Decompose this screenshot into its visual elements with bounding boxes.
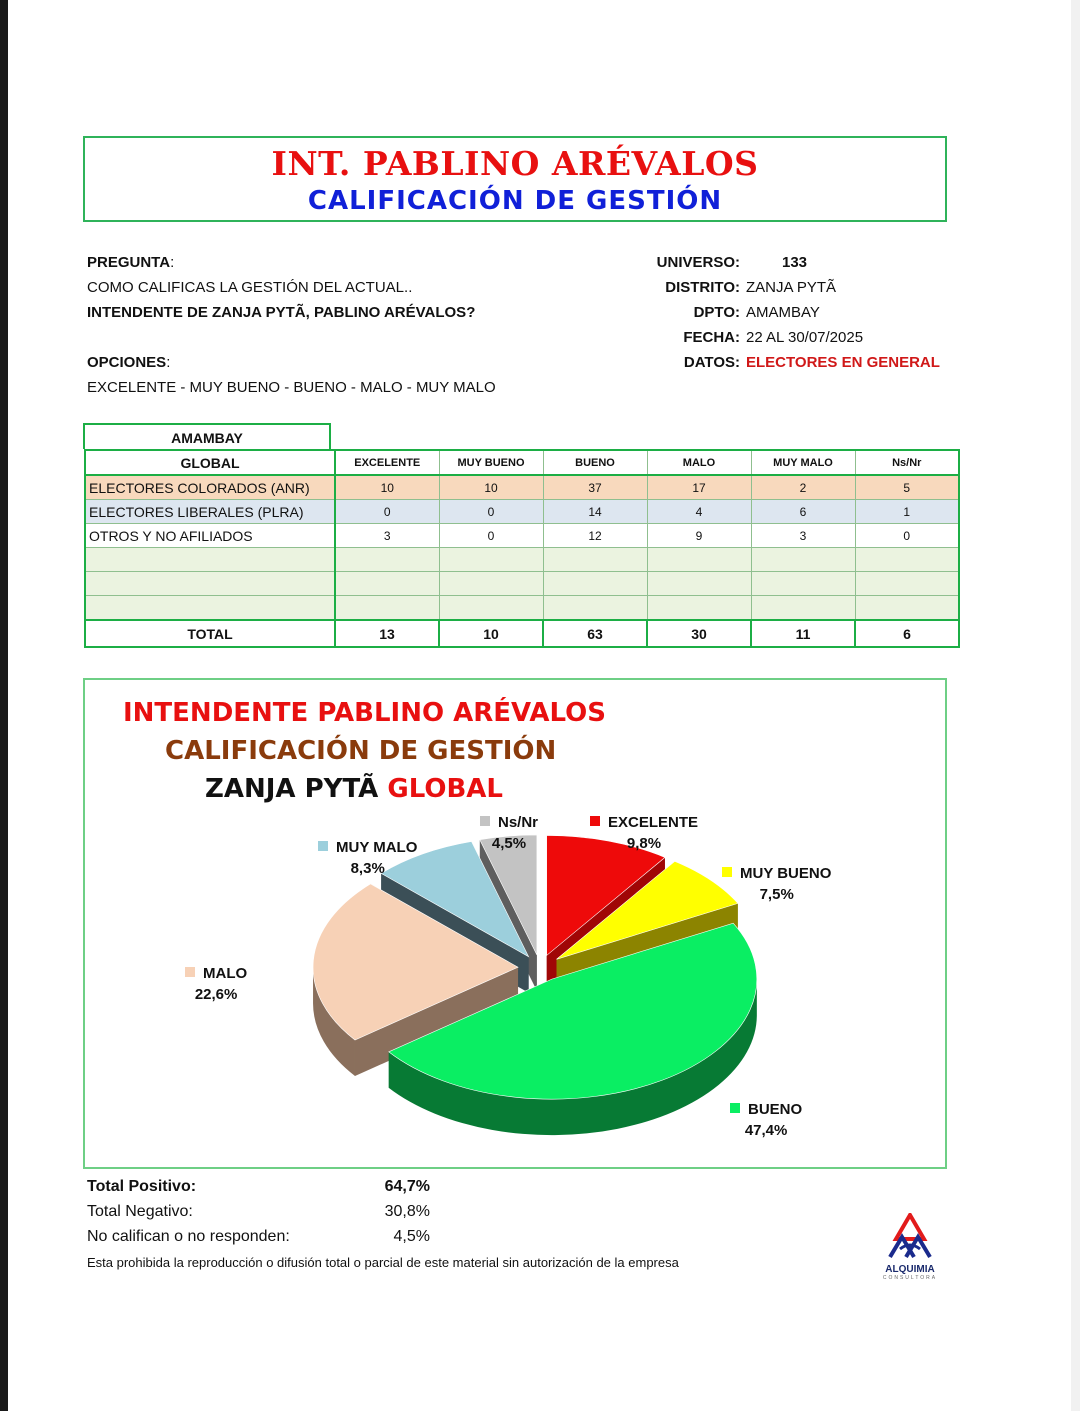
total-cell: 10 <box>439 620 543 647</box>
legend-label: BUENO <box>748 1101 803 1118</box>
legend-swatch <box>722 867 732 877</box>
data-label: 22,6% <box>194 986 238 1003</box>
legend-label: MALO <box>203 965 248 982</box>
logo-name: ALQUIMIA <box>885 1264 935 1275</box>
empty-cell <box>647 548 751 572</box>
table-cell: 17 <box>647 475 751 500</box>
table-cell: 37 <box>543 475 647 500</box>
legend-label: EXCELENTE <box>608 814 699 831</box>
legend-ns-nr <box>480 812 538 854</box>
data-label: 8,3% <box>350 860 385 877</box>
scope-header: GLOBAL <box>85 450 335 475</box>
column-header: MUY BUENO <box>439 450 543 475</box>
data-label: 7,5% <box>759 886 794 903</box>
total-label: TOTAL <box>85 620 335 647</box>
table-cell: 14 <box>543 500 647 524</box>
empty-cell <box>543 548 647 572</box>
universo-value: 133 <box>782 254 808 271</box>
total-cell: 63 <box>543 620 647 647</box>
company-logo <box>870 1213 950 1283</box>
question-label: PREGUNTA <box>87 254 171 271</box>
empty-cell <box>439 572 543 596</box>
empty-row <box>85 596 959 621</box>
title-box <box>83 136 947 222</box>
table-row <box>85 524 959 548</box>
legend-muy-bueno <box>722 863 831 905</box>
fecha-value: 22 AL 30/07/2025 <box>746 329 864 346</box>
options-block: OPCIONES: EXCELENTE - MUY BUENO - BUENO - MALO - MUY MALO <box>87 350 496 400</box>
column-header: MALO <box>647 450 751 475</box>
column-header: EXCELENTE <box>335 450 439 475</box>
table-cell: 4 <box>647 500 751 524</box>
total-positive-value: 64,7% <box>384 1178 430 1195</box>
row-label: ELECTORES LIBERALES (PLRA) <box>85 500 335 524</box>
data-label: 4,5% <box>491 835 527 852</box>
empty-row <box>85 548 959 572</box>
distrito-value: ZANJA PYTÃ <box>746 279 837 296</box>
total-cell: 13 <box>335 620 439 647</box>
total-row <box>85 620 959 647</box>
empty-cell <box>335 596 439 621</box>
question-line-2: INTENDENTE DE ZANJA PYTÃ, PABLINO ARÉVALOS? <box>87 304 476 321</box>
legend-bueno <box>730 1099 802 1141</box>
table-cell: 10 <box>335 475 439 500</box>
legend-swatch <box>185 967 195 977</box>
chart-title-line-1: INTENDENTE PABLINO ARÉVALOS <box>123 698 606 728</box>
empty-cell <box>543 596 647 621</box>
table-cell: 10 <box>439 475 543 500</box>
logo-subtitle: CONSULTORA <box>882 1275 938 1281</box>
total-positive-label: Total Positivo: <box>87 1178 197 1195</box>
table-cell: 0 <box>439 500 543 524</box>
report-title: INT. PABLINO ARÉVALOS <box>271 144 759 183</box>
legend-label: Ns/Nr <box>498 814 539 831</box>
empty-cell <box>335 548 439 572</box>
empty-cell <box>855 596 959 621</box>
empty-cell <box>751 548 855 572</box>
total-negative-value: 30,8% <box>384 1203 430 1220</box>
empty-cell <box>647 572 751 596</box>
empty-cell <box>85 548 335 572</box>
table-cell: 0 <box>335 500 439 524</box>
row-label: OTROS Y NO AFILIADOS <box>85 524 335 548</box>
empty-cell <box>855 572 959 596</box>
legend-malo <box>185 963 247 1005</box>
chart-title-district: ZANJA PYTÃ <box>205 774 379 804</box>
table-cell: 9 <box>647 524 751 548</box>
table-cell: 3 <box>335 524 439 548</box>
fecha-label: FECHA: <box>683 329 740 346</box>
column-header: BUENO <box>543 450 647 475</box>
table-row <box>85 475 959 500</box>
total-negative-label: Total Negativo: <box>87 1203 193 1220</box>
legend-swatch <box>480 816 490 826</box>
question-line-1: COMO CALIFICAS LA GESTIÓN DEL ACTUAL.. <box>87 279 413 296</box>
legend-swatch <box>730 1103 740 1113</box>
total-cell: 11 <box>751 620 855 647</box>
total-cell: 6 <box>855 620 959 647</box>
legend-label: MUY BUENO <box>740 865 832 882</box>
empty-cell <box>647 596 751 621</box>
chart-title-line-2: CALIFICACIÓN DE GESTIÓN <box>165 736 557 766</box>
datos-value: ELECTORES EN GENERAL <box>746 354 940 371</box>
empty-cell <box>85 596 335 621</box>
universo-label: UNIVERSO: <box>656 254 740 271</box>
data-label: 9,8% <box>626 835 662 852</box>
survey-meta <box>600 250 940 375</box>
table-cell: 1 <box>855 500 959 524</box>
no-response-value: 4,5% <box>393 1228 430 1245</box>
total-cell: 30 <box>647 620 751 647</box>
column-header: Ns/Nr <box>855 450 959 475</box>
left-edge <box>0 0 8 1411</box>
table-cell: 6 <box>751 500 855 524</box>
table-header-row <box>85 450 959 475</box>
right-edge <box>1071 0 1080 1411</box>
report-subtitle: CALIFICACIÓN DE GESTIÓN <box>307 186 723 216</box>
distrito-label: DISTRITO: <box>665 279 740 296</box>
table-row <box>85 500 959 524</box>
disclaimer: Esta prohibida la reproducción o difusión total o parcial de este material sin autorización de la empresa <box>87 1255 679 1270</box>
empty-cell <box>439 548 543 572</box>
empty-cell <box>855 548 959 572</box>
options-label: OPCIONES <box>87 354 167 371</box>
chart-title-scope: GLOBAL <box>387 774 503 804</box>
table-cell: 0 <box>855 524 959 548</box>
pie-chart <box>85 680 945 1167</box>
dpto-value: AMAMBAY <box>746 304 820 321</box>
legend-label: MUY MALO <box>336 839 418 856</box>
empty-cell <box>751 572 855 596</box>
table-cell: 12 <box>543 524 647 548</box>
empty-row <box>85 572 959 596</box>
empty-cell <box>439 596 543 621</box>
legend-swatch <box>590 816 600 826</box>
table-cell: 2 <box>751 475 855 500</box>
chart-panel <box>83 678 947 1169</box>
legend-muy-malo <box>318 837 417 879</box>
options-text: EXCELENTE - MUY BUENO - BUENO - MALO - MUY MALO <box>87 379 496 396</box>
table-cell: 0 <box>439 524 543 548</box>
logo-icon <box>880 1213 940 1259</box>
table-cell: 3 <box>751 524 855 548</box>
table-cell: 5 <box>855 475 959 500</box>
column-header: MUY MALO <box>751 450 855 475</box>
question-block: PREGUNTA: COMO CALIFICAS LA GESTIÓN DEL ACTUAL.. INTENDENTE DE ZANJA PYTÃ, PABLINO ARÉVALOS? <box>87 250 475 325</box>
row-label: ELECTORES COLORADOS (ANR) <box>85 475 335 500</box>
data-label: 47,4% <box>744 1122 788 1139</box>
results-table <box>84 449 960 648</box>
dpto-label: DPTO: <box>693 304 740 321</box>
empty-cell <box>543 572 647 596</box>
legend-excelente <box>590 812 698 854</box>
region-header: AMAMBAY <box>83 423 331 449</box>
datos-label: DATOS: <box>683 354 740 371</box>
empty-cell <box>335 572 439 596</box>
empty-cell <box>85 572 335 596</box>
empty-cell <box>751 596 855 621</box>
no-response-label: No califican o no responden: <box>87 1228 290 1245</box>
legend-swatch <box>318 841 328 851</box>
